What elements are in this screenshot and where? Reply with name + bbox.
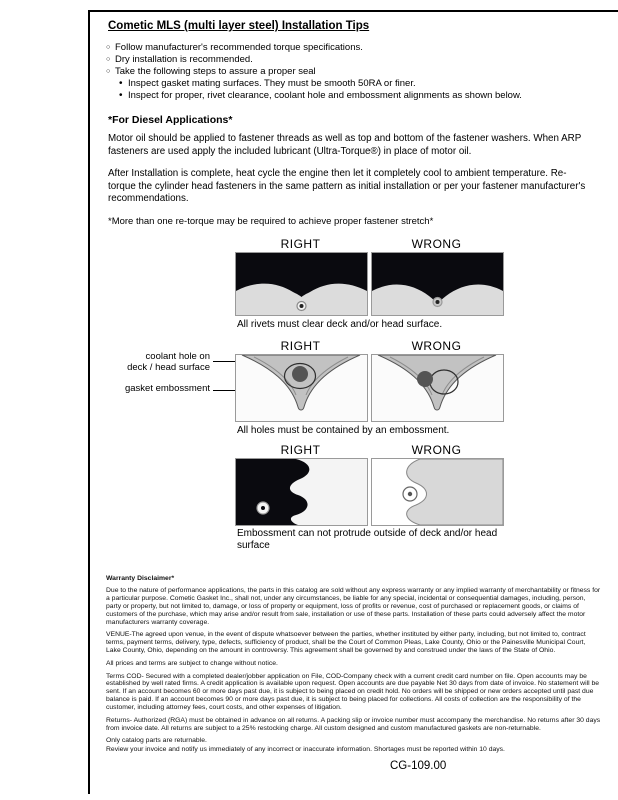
rivet-center (300, 304, 304, 308)
diesel-paragraph-1: Motor oil should be applied to fastener threads as well as top and bottom of the fastener washers. When ARP fasteners are used apply the included lubricant (Ultra-Torque®) in place of motor oil. (108, 133, 582, 157)
list-item (106, 42, 604, 54)
right-label: RIGHT (280, 442, 321, 457)
legal-section (106, 575, 602, 754)
diagram-embossment-wrong (371, 354, 504, 422)
list-item (106, 54, 604, 66)
diesel-heading: *For Diesel Applications* (108, 114, 233, 126)
coolant-hole-icon (417, 371, 433, 387)
list-subitem (119, 78, 604, 90)
diagram-protrude-right (235, 458, 368, 526)
dot-bullet-icon: • (119, 78, 123, 89)
circle-bullet-icon: ○ (106, 56, 111, 63)
tip-text: Dry installation is recommended. (115, 54, 253, 65)
tip-text: Take the following steps to assure a proper seal (115, 66, 316, 77)
right-label: RIGHT (280, 236, 321, 251)
page-number: CG-109.00 (390, 760, 447, 772)
embossment-outside-wrong-illustration (372, 459, 503, 525)
legal-paragraph: All prices and terms are subject to change without notice. (106, 659, 278, 667)
diagram-section (106, 237, 604, 561)
rivet-clearance-wrong-illustration (372, 253, 503, 315)
diagram-embossment-right (235, 354, 368, 422)
tip-text: Follow manufacturer's recommended torque specifications. (115, 42, 363, 53)
diagram-rivet-right (235, 252, 368, 316)
diagram-protrude-wrong (371, 458, 504, 526)
diesel-paragraph-2: After Installation is complete, heat cycle the engine then let it completely cool to ambient temperature. Re-torque the cylinder head fasteners in the same pattern as initial installation or per your fastener manufacturer's recommendations. (108, 168, 586, 204)
coolant-hole-icon (292, 366, 308, 382)
legal-paragraph: Due to the nature of performance applications, the parts in this catalog are sold without any express warranty or any implied warranty of merchantability or fitness for a particular purpose. Cometic Gasket Inc., shall not, under any circumstances, be liable for any special, incidental or consequential damages, including, person, party or property, but not limited to, damage, or loss of property or equipment, loss of profits or revenue, cost of purchased or replacement goods, or claims of customers of the purchase, which may arise and/or result from sale, installation or use of these parts. Installation of these parts could adversely affect the motor manufacturers warranty coverage. (106, 587, 601, 626)
tip-text: Inspect gasket mating surfaces. They must be smooth 50RA or finer. (128, 78, 416, 89)
legal-paragraph: Returns- Authorized (RGA) must be obtained in advance on all returns. A packing slip or invoice number must accompany the merchandise. No returns after 30 days from invoice date. All returns are subject to a 25% restocking charge. All custom designed and custom manufactured gaskets are non-returnable. (106, 716, 601, 732)
hole-contained-wrong-illustration (372, 355, 503, 421)
rivet-clearance-right-illustration (236, 253, 367, 315)
right-label: RIGHT (280, 338, 321, 353)
legal-paragraph: VENUE-The agreed upon venue, in the event of dispute whatsoever between the parties, whether instituted by either party, including, but not limited to, contract terms, payment terms, delivery, type, defects, sufficiency of product, shall be the Court of Common Pleas, Lake County, Ohio or the Painesville Municipal Court, Lake County, Ohio, depending on the amount in controversy. This agreement shall be governed by and construed under the laws of the State of Ohio. (106, 631, 586, 654)
diagram-caption-rivets: All rivets must clear deck and/or head surface. (237, 318, 443, 330)
page-content (106, 16, 604, 759)
hole-center (261, 506, 265, 510)
wrong-label: WRONG (411, 442, 462, 457)
coolant-hole-annotation: coolant hole on deck / head surface (127, 350, 210, 373)
gasket-embossment-annotation: gasket embossment (124, 382, 210, 394)
circle-bullet-icon: ○ (106, 44, 111, 51)
list-item (106, 66, 604, 78)
rivet-center (436, 300, 440, 304)
diagram-rivet-wrong (371, 252, 504, 316)
list-subitem (119, 90, 604, 102)
wrong-label: WRONG (411, 236, 462, 251)
tip-text: Inspect for proper, rivet clearance, coolant hole and embossment alignments as shown below. (128, 90, 522, 101)
hole-contained-right-illustration (236, 355, 367, 421)
warranty-disclaimer-heading: Warranty Disclaimer* (106, 574, 175, 582)
diagram-caption-embossment: Embossment can not protrude outside of deck and/or head surface (237, 527, 498, 551)
embossment-inside-right-illustration (236, 459, 367, 525)
hole-center (408, 491, 412, 495)
retorque-note: *More than one re-torque may be required to achieve proper fastener stretch* (108, 215, 434, 227)
wrong-label: WRONG (411, 338, 462, 353)
legal-paragraph: Terms COD- Secured with a completed dealer/jobber application on File, COD-Company check with a current credit card number on file. Open accounts may be established by well rated firms. A credit application is available upon request. Open accounts are due payable Net 30 days from date of invoice. No statement will be sent. If an account becomes 60 or more days past due, it is subject to being placed on credit hold. No orders will be shipped or new orders accepted until past due balance is paid. If an account becomes 90 or more days past due, it is subject to being placed for collections. All costs of collection are the responsibility of the customer, including attorney fees, court costs, and other expenses of litigation. (106, 672, 600, 711)
legal-paragraph: Only catalog parts are returnable. (106, 737, 207, 745)
circle-bullet-icon: ○ (106, 68, 111, 75)
dot-bullet-icon: • (119, 90, 123, 101)
legal-paragraph: Review your invoice and notify us immediately of any incorrect or inaccurate information. Shortages must be reported within 10 days. (106, 746, 505, 754)
tips-list (106, 42, 604, 102)
page-title: Cometic MLS (multi layer steel) Installation Tips (108, 20, 370, 32)
diagram-caption-holes: All holes must be contained by an embossment. (237, 424, 450, 436)
